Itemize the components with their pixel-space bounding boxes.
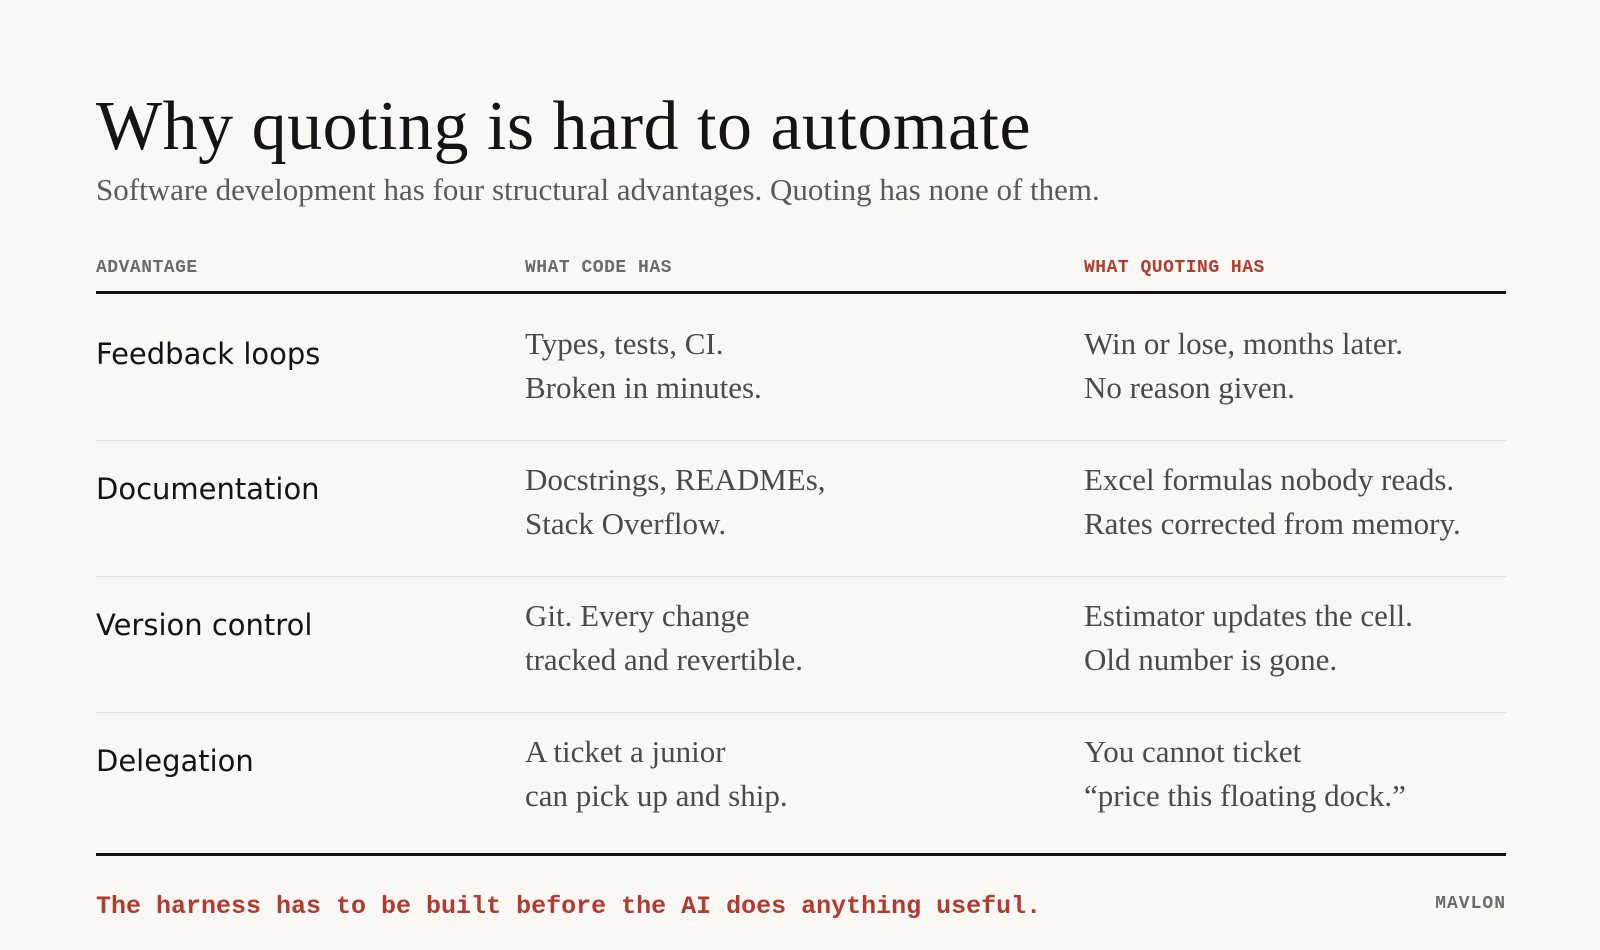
quoting-line: Win or lose, months later. <box>1084 326 1404 361</box>
row-divider <box>96 440 1506 441</box>
code-line: tracked and revertible. <box>525 642 803 677</box>
code-line: Git. Every change <box>525 598 750 633</box>
code-cell-documentation <box>525 458 826 546</box>
row-label-documentation: Documentation <box>96 472 320 506</box>
quoting-cell-delegation <box>1084 730 1406 818</box>
quoting-line: Old number is gone. <box>1084 642 1338 677</box>
row-label-feedback-loops: Feedback loops <box>96 337 321 371</box>
code-line: A ticket a junior <box>525 734 726 769</box>
quoting-line: Estimator updates the cell. <box>1084 598 1413 633</box>
code-cell-version-control <box>525 594 803 682</box>
footer-note: The harness has to be built before the AI does anything useful. <box>96 892 1042 921</box>
code-cell-feedback-loops <box>525 322 762 410</box>
code-cell-delegation <box>525 730 788 818</box>
quoting-line: No reason given. <box>1084 370 1295 405</box>
row-label-delegation: Delegation <box>96 744 254 778</box>
quoting-line: Excel formulas nobody reads. <box>1084 462 1455 497</box>
column-header-quoting: WHAT QUOTING HAS <box>1084 258 1265 278</box>
page-title: Why quoting is hard to automate <box>96 88 1032 165</box>
code-line: Docstrings, READMEs, <box>525 462 826 497</box>
quoting-cell-feedback-loops <box>1084 322 1403 410</box>
column-header-advantage: ADVANTAGE <box>96 258 198 278</box>
column-header-code: WHAT CODE HAS <box>525 258 672 278</box>
quoting-line: “price this floating dock.” <box>1084 778 1406 813</box>
row-divider <box>96 576 1506 577</box>
code-line: Types, tests, CI. <box>525 326 724 361</box>
header-rule <box>96 291 1506 294</box>
quoting-line: You cannot ticket <box>1084 734 1302 769</box>
row-label-version-control: Version control <box>96 608 313 642</box>
brand-logo: MAVLON <box>1435 894 1506 914</box>
page-subtitle: Software development has four structural advantages. Quoting has none of them. <box>96 172 1100 207</box>
slide <box>96 0 1506 950</box>
quoting-cell-version-control <box>1084 594 1413 682</box>
code-line: can pick up and ship. <box>525 778 788 813</box>
code-line: Stack Overflow. <box>525 506 727 541</box>
quoting-line: Rates corrected from memory. <box>1084 506 1461 541</box>
table-bottom-rule <box>96 853 1506 856</box>
code-line: Broken in minutes. <box>525 370 762 405</box>
quoting-cell-documentation <box>1084 458 1461 546</box>
row-divider <box>96 712 1506 713</box>
